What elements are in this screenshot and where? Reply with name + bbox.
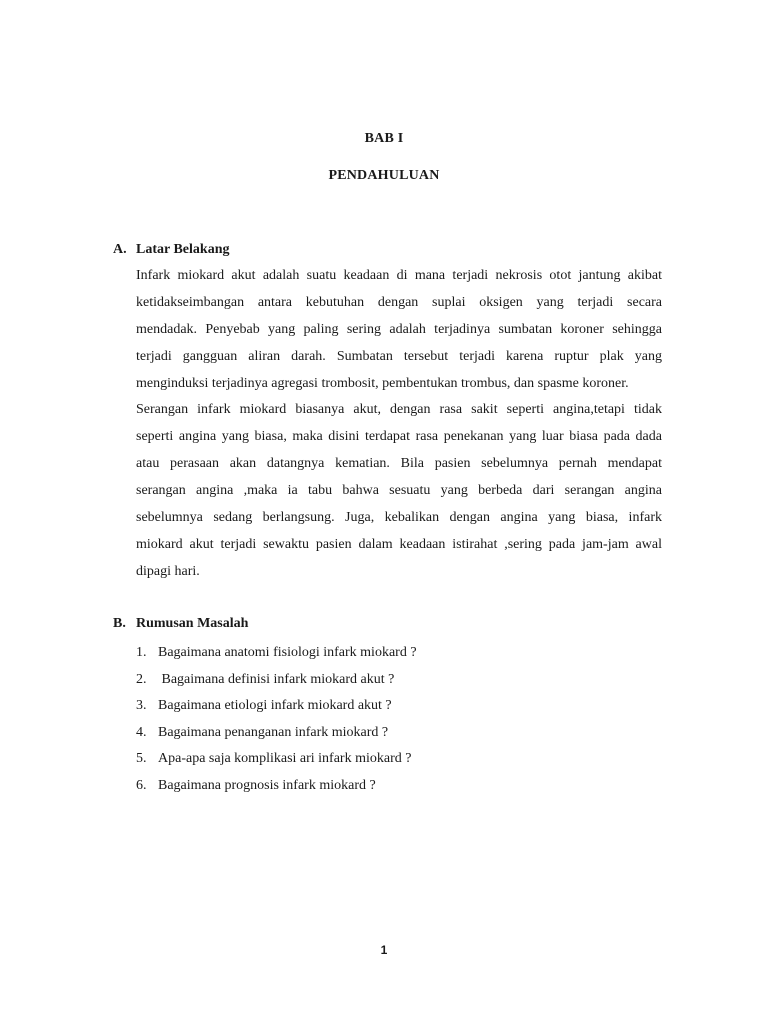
- paragraph-line: miokard akut terjadi sewaktu pasien dalam keadaan istirahat ,sering pada jam-jam awal: [136, 536, 662, 552]
- paragraph-line: ketidakseimbangan antara kebutuhan dengan suplai oksigen yang terjadi secara: [136, 294, 662, 310]
- paragraph-line: sebelumnya sedang berlangsung. Juga, kebalikan dengan angina yang biasa, infark: [136, 510, 662, 526]
- paragraph-line: Serangan infark miokard biasanya akut, dengan rasa sakit seperti angina,tetapi tidak: [136, 402, 662, 418]
- paragraph-line: atau perasaan akan datangnya kematian. Bila pasien sebelumnya pernah mendapat: [136, 456, 662, 472]
- list-item: [136, 640, 656, 667]
- list-item-number: 5.: [136, 751, 147, 766]
- list-item: [136, 773, 656, 800]
- list-item-number: 3.: [136, 698, 147, 713]
- list-item-text: Apa-apa saja komplikasi ari infark miokard ?: [158, 751, 412, 766]
- list-item: [136, 667, 656, 694]
- list-item-number: 6.: [136, 777, 147, 793]
- page-number: 1: [380, 943, 388, 957]
- rumusan-masalah-list: [136, 640, 656, 799]
- list-item-text: Bagaimana anatomi fisiologi infark miokard ?: [158, 645, 417, 660]
- paragraph-line: serangan angina ,maka ia tabu bahwa sesuatu yang berbeda dari serangan angina: [136, 483, 662, 499]
- list-item-text: Bagaimana penanganan infark miokard ?: [158, 724, 389, 740]
- paragraph-line: Infark miokard akut adalah suatu keadaan di mana terjadi nekrosis otot jantung akibat: [136, 268, 662, 283]
- chapter-title: PENDAHULUAN: [328, 168, 440, 183]
- section-title: Rumusan Masalah: [136, 616, 249, 631]
- list-item-text: Bagaimana prognosis infark miokard ?: [158, 777, 376, 793]
- list-item-number: 2.: [136, 671, 147, 687]
- section-letter: A.: [113, 242, 127, 257]
- list-item-number: 1.: [136, 645, 147, 660]
- section-title: Latar Belakang: [136, 242, 230, 257]
- list-item: [136, 720, 656, 747]
- list-item-number: 4.: [136, 724, 147, 740]
- list-item: [136, 746, 656, 773]
- section-letter: B.: [113, 616, 126, 631]
- list-item-text: Bagaimana definisi infark miokard akut ?: [158, 671, 395, 687]
- chapter-number: BAB I: [364, 131, 404, 146]
- list-item: [136, 693, 656, 720]
- latar-belakang-paragraph: [136, 263, 662, 586]
- paragraph-line: terjadi gangguan aliran darah. Sumbatan tersebut terjadi karena ruptur plak yang: [136, 348, 662, 364]
- paragraph-line: seperti angina yang biasa, maka disini terdapat rasa penekanan yang luar biasa pada dada: [136, 429, 662, 445]
- paragraph-line: dipagi hari.: [136, 563, 200, 579]
- paragraph-line: menginduksi terjadinya agregasi trombosit, pembentukan trombus, dan spasme koroner.: [136, 375, 629, 391]
- section-heading-latar-belakang: [113, 242, 229, 258]
- paragraph-line: mendadak. Penyebab yang paling sering adalah terjadinya sumbatan koroner sehingga: [136, 321, 662, 337]
- list-item-text: Bagaimana etiologi infark miokard akut ?: [158, 698, 392, 713]
- section-heading-rumusan-masalah: [113, 616, 248, 632]
